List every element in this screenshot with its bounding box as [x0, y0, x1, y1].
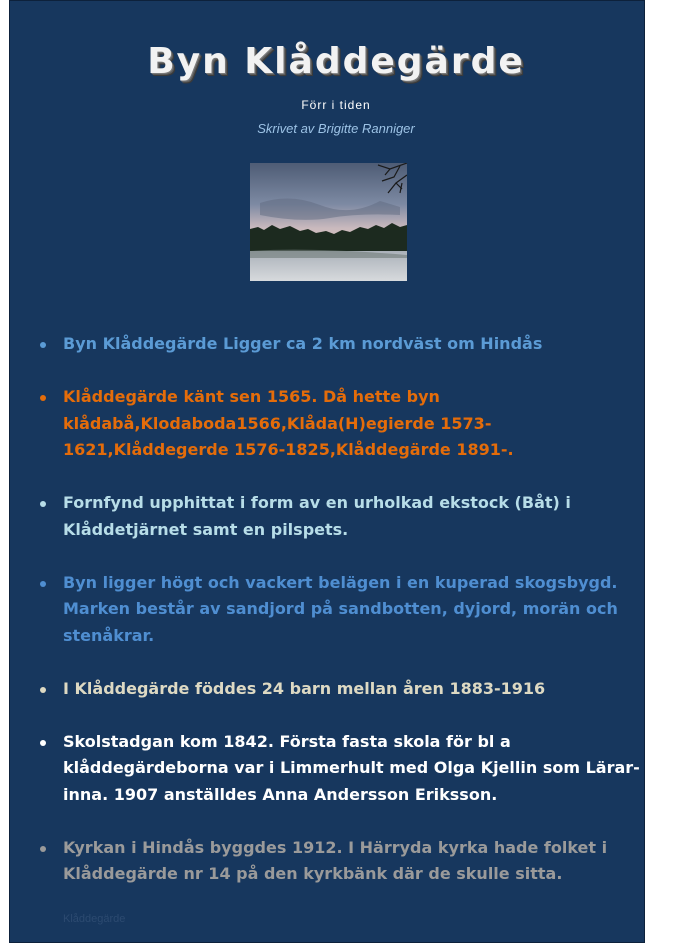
fact-item-3: [10, 490, 645, 543]
page-title: Byn Klåddegärde: [147, 41, 525, 82]
fact-list: [10, 331, 645, 914]
fact-text: Byn ligger högt och vackert belägen i en kuperad skogsbygd. Marken består av sandjord på sandbotten, dyjord, morän och stenåkrar.: [63, 572, 618, 645]
fact-text: Klåddegärde känt sen 1565. Då hette byn klådabå,Klodaboda1566,Klåda(H)egierde 1573-1621,Klåddegerde 1576-1825,Klåddegärde 1891-.: [63, 387, 514, 459]
bullet-dot-icon: [40, 740, 46, 746]
fact-text: Fornfynd upphittat i form av en urholkad ekstock (Båt) i Klåddetjärnet samt en pilspets.: [63, 493, 571, 539]
fact-text: Kyrkan i Hindås byggdes 1912. I Härryda kyrka hade folket i Klåddegärde nr 14 på den kyrkbänk där de skulle sitta.: [63, 837, 608, 883]
fact-item-6: [10, 729, 645, 809]
landscape-photo: [250, 163, 407, 281]
fact-item-5: [10, 676, 645, 703]
bullet-dot-icon: [40, 342, 46, 348]
page-footer: Klåddegärde: [63, 913, 126, 925]
page-subtitle: Förr i tiden: [301, 98, 371, 112]
bullet-dot-icon: [40, 846, 46, 852]
fact-text: Skolstadgan kom 1842. Första fasta skola för bl a klåddegärdeborna var i Limmerhult med Olga Kjellin som Lärar-inna. 1907 anställdes Anna Andersson Eriksson.: [63, 731, 640, 804]
bullet-dot-icon: [40, 501, 46, 507]
fact-item-4: [10, 570, 645, 650]
fact-item-2: [10, 384, 645, 464]
author-line: Skrivet av Brigitte Ranniger: [257, 121, 415, 136]
bullet-dot-icon: [40, 687, 46, 693]
fact-text: I Klåddegärde föddes 24 barn mellan åren 1883-1916: [63, 678, 546, 698]
bullet-dot-icon: [40, 395, 46, 401]
fact-item-7: [10, 835, 645, 888]
fact-text: Byn Klåddegärde Ligger ca 2 km nordväst om Hindås: [63, 334, 543, 353]
document-page: [9, 0, 645, 943]
fact-item-1: [10, 331, 645, 358]
bullet-dot-icon: [40, 581, 46, 587]
